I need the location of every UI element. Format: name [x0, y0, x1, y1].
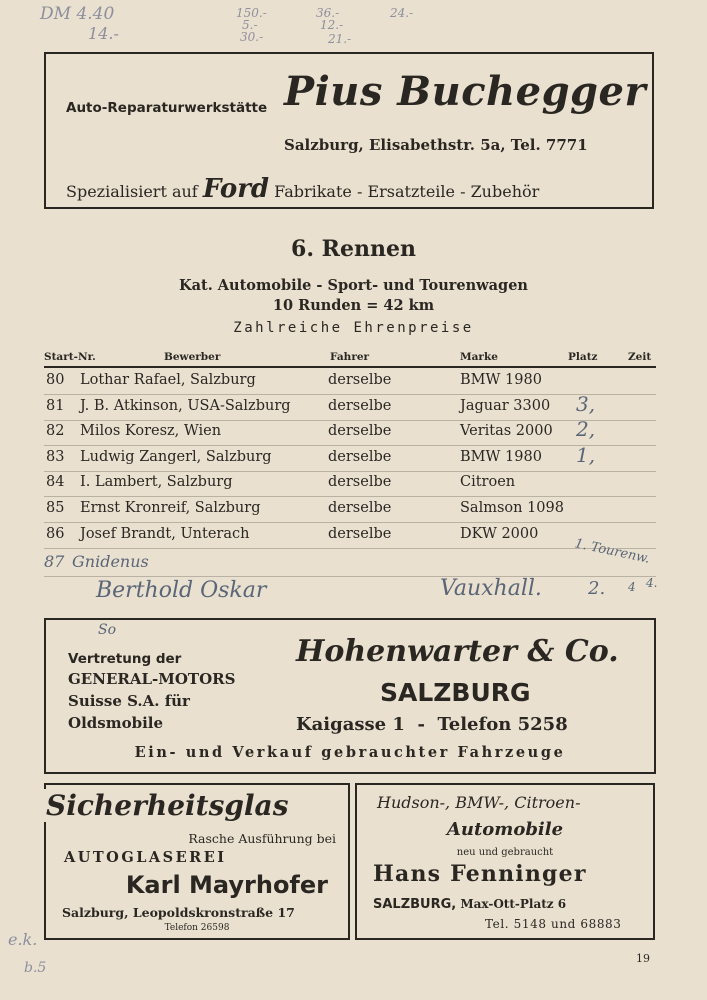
city: SALZBURG, [373, 897, 457, 912]
table-row [44, 496, 656, 523]
pencil-note: e.k. [8, 930, 38, 949]
col-header-entrant: Bewerber [164, 351, 221, 363]
specialization-line [66, 174, 539, 204]
city: SALZBURG [380, 678, 531, 707]
ad-line: Hudson-, BMW-, Citroen- [377, 793, 581, 812]
ad-line: Automobile [446, 819, 564, 840]
handwritten-text: Gnidenus [72, 552, 149, 571]
pencil-note: 30.- [240, 30, 264, 44]
table-row-handwritten [44, 576, 656, 602]
ad-label: Auto-Reparaturwerkstätte [66, 100, 268, 116]
cell-driver: derselbe [328, 423, 392, 440]
owner-name: Karl Mayrhofer [125, 871, 328, 899]
table-row-handwritten [44, 536, 656, 577]
special-prefix: Spezialisiert auf [66, 182, 198, 201]
cell-nr: 82 [46, 423, 65, 440]
address: Salzburg, Leopoldskronstraße 17 [62, 905, 295, 920]
cell-nr: 83 [46, 448, 65, 465]
cell-entrant: Lothar Rafael, Salzburg [80, 372, 256, 388]
handwritten-nr: 87 [44, 552, 65, 571]
owner-name: Hans Fenninger [373, 861, 587, 887]
pencil-note: 12.- [320, 18, 344, 32]
cell-driver: derselbe [328, 500, 392, 516]
pencil-note: 24.- [390, 6, 414, 20]
cell-entrant: I. Lambert, Salzburg [80, 474, 233, 491]
ad-line: neu und gebraucht [456, 847, 554, 858]
cell-make: Jaguar 3300 [460, 397, 551, 414]
cell-driver: derselbe [328, 448, 392, 465]
ad-line: Rasche Ausführung bei [188, 831, 336, 846]
ad-headline: Sicherheitsglas [42, 789, 292, 822]
phone: Telefon 26598 [164, 923, 230, 933]
col-header-make: Marke [460, 351, 498, 363]
handwritten-extra: 4. [646, 576, 658, 590]
cell-entrant: Ludwig Zangerl, Salzburg [80, 448, 272, 465]
race-title: 6. Rennen [291, 236, 416, 262]
handwritten-place: 2. [588, 578, 606, 599]
handwritten-name: Berthold Oskar [96, 578, 267, 603]
address: Salzburg, Elisabethstr. 5a, Tel. 7771 [284, 136, 588, 154]
special-suffix: Fabrikate - Ersatzteile - Zubehör [274, 182, 540, 201]
cell-entrant: Milos Koresz, Wien [80, 423, 222, 440]
ad-fenninger [355, 783, 655, 940]
cell-driver: derselbe [328, 372, 392, 388]
pencil-note: 21.- [328, 32, 352, 46]
race-prizes: Zahlreiche Ehrenpreise [233, 320, 474, 336]
cell-entrant: Ernst Kronreif, Salzburg [80, 500, 261, 516]
pencil-note: 150.- [236, 6, 267, 20]
cell-make: BMW 1980 [460, 448, 542, 465]
col-header-driver: Fahrer [330, 351, 370, 363]
pencil-note: DM 4.40 [40, 4, 115, 24]
cell-place: 1, [576, 442, 596, 467]
cell-driver: derselbe [328, 397, 392, 414]
handwritten-extra: 4 [628, 580, 636, 594]
col-header-place: Platz [568, 351, 598, 363]
table-row [44, 442, 656, 472]
address: Kaigasse 1 - Telefon 5258 [296, 714, 568, 735]
ford-logo: Ford [202, 174, 270, 204]
col-header-start: Start-Nr. [44, 351, 96, 363]
pencil-note: 5.- [242, 18, 258, 32]
table-row [44, 470, 656, 497]
address-line [373, 897, 566, 912]
handwritten-below: So [98, 622, 117, 638]
ad-line: Suisse S.A. für [68, 692, 190, 710]
cell-nr: 84 [46, 474, 65, 491]
table-row [44, 368, 656, 395]
phone: Tel. 5148 und 68883 [485, 917, 622, 931]
table-row [44, 419, 656, 446]
cell-make: Salmson 1098 [460, 500, 564, 516]
ad-line: Vertretung der [68, 651, 182, 667]
ad-mayrhofer [44, 783, 350, 940]
brand-name: Hohenwarter & Co. [296, 634, 619, 669]
race-category: Kat. Automobile - Sport- und Tourenwagen [179, 277, 528, 294]
cell-make: Veritas 2000 [460, 423, 553, 440]
ad-buchegger [44, 52, 654, 209]
handwritten-make: Vauxhall. [440, 576, 542, 601]
cell-entrant: Josef Brandt, Unterach [80, 525, 250, 542]
cell-entrant: J. B. Atkinson, USA-Salzburg [80, 397, 291, 414]
col-header-time: Zeit [628, 351, 652, 363]
cell-place: 2, [576, 417, 596, 442]
ad-tagline: Ein- und Verkauf gebrauchter Fahrzeuge [134, 744, 566, 761]
table-row [44, 391, 656, 421]
handwritten-note: 1. Tourenw. [573, 536, 652, 567]
cell-place: 3, [576, 391, 596, 416]
brand-name: Pius Buchegger [284, 68, 647, 115]
ad-line: AUTOGLASEREI [64, 849, 227, 866]
ad-line: GENERAL-MOTORS [68, 670, 236, 688]
ad-line: Oldsmobile [68, 714, 164, 732]
cell-make: BMW 1980 [460, 372, 542, 388]
cell-nr: 80 [46, 372, 65, 388]
street: Max-Ott-Platz 6 [460, 897, 567, 911]
cell-make: Citroen [460, 474, 516, 491]
pencil-note: 36.- [316, 6, 340, 20]
page-number: 19 [636, 952, 650, 965]
cell-make: DKW 2000 [460, 525, 539, 542]
table-row [44, 522, 656, 549]
cell-nr: 86 [46, 525, 65, 542]
ad-hohenwarter [44, 618, 656, 774]
cell-nr: 81 [46, 397, 65, 414]
cell-nr: 85 [46, 500, 65, 516]
pencil-note: b.5 [24, 960, 47, 976]
race-distance: 10 Runden = 42 km [272, 297, 435, 314]
cell-driver: derselbe [328, 474, 392, 491]
pencil-note: 14.- [88, 24, 119, 43]
cell-driver: derselbe [328, 525, 392, 542]
